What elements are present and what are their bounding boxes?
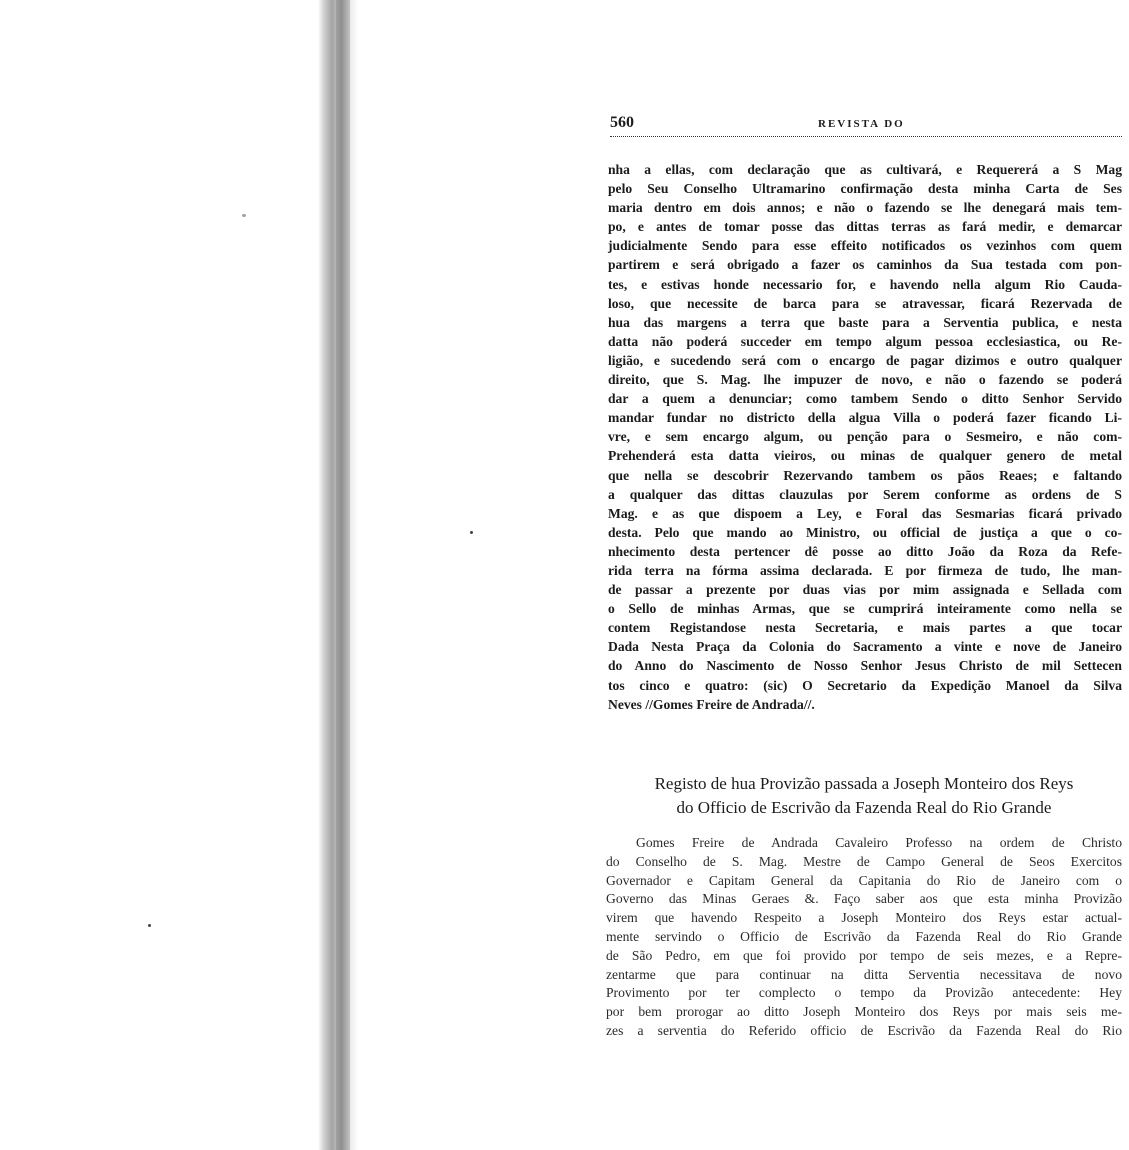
paragraph-continuation [608, 160, 1122, 714]
running-header [610, 112, 1122, 140]
heading-line: do Officio de Escrivão da Fazenda Real do Rio Grande [676, 798, 1052, 817]
text-line: ligião, e sucedendo será com o encargo de pagar dizimos e outro qualquer [608, 352, 1122, 368]
text-line: maria dentro em dois annos; e não o fazendo se lhe denegará mais tem- [608, 200, 1122, 216]
scan-speck [242, 214, 246, 217]
text-line: hua das margens a terra que baste para a Serventia publica, e nesta [608, 314, 1122, 330]
text-line: Neves //Gomes Freire de Andrada//. [608, 696, 815, 712]
text-line: Dada Nesta Praça da Colonia do Sacramento a vinte e nove de Janeiro [608, 639, 1122, 655]
text-line: nha a ellas, com declaração que as cultivará, e Requererá a S Mag [608, 162, 1122, 177]
text-line: de passar a prezente por duas vias por mim assignada e Sellada com [608, 582, 1122, 598]
text-line: do Anno do Nascimento de Nosso Senhor Jesus Christo de mil Settecen [608, 658, 1122, 674]
text-line: que nella se descobrir Rezervando tambem os pãos Reaes; e faltando [608, 467, 1122, 483]
text-line: do Conselho de S. Mag. Mestre de Campo General de Seos Exercitos [606, 853, 1122, 869]
text-line: zentarme que para continuar na ditta Serventia necessitava de novo [606, 966, 1122, 982]
text-line: Governador e Capitam General da Capitania do Rio de Janeiro com o [606, 872, 1122, 888]
text-line: virem que havendo Respeito a Joseph Monteiro dos Reys estar actual- [606, 910, 1122, 926]
text-line: Gomes Freire de Andrada Cavaleiro Professo na ordem de Christo [636, 835, 1122, 850]
text-line: Prehenderá esta datta vieiros, ou minas de qualquer genero de metal [608, 448, 1122, 464]
text-line: Mag. e as que dispoem a Ley, e Foral das Sesmarias ficará privado [608, 505, 1122, 521]
scan-speck [148, 924, 151, 927]
page-number: 560 [610, 114, 634, 131]
text-line: direito, que S. Mag. lhe impuzer de novo, e não o fazendo se poderá [608, 372, 1122, 388]
text-line: a qualquer das dittas clauzulas por Serem conforme as ordens de S [608, 486, 1122, 502]
text-line: desta. Pelo que mando ao Ministro, ou official de justiça a que o co- [608, 524, 1122, 540]
text-line: Provimento por ter complecto o tempo da Provizão antecedente: Hey [606, 985, 1122, 1001]
text-line: datta não poderá succeder em tempo algum pessoa ecclesiastica, ou Re- [608, 333, 1122, 349]
text-line: tes, e estivas honde necessario for, e havendo nella algum Rio Cauda- [608, 276, 1122, 292]
text-line: zes a serventia do Referido officio de Escrivão da Fazenda Real do Rio [606, 1022, 1122, 1038]
text-line: o Sello de minhas Armas, que se cumprirá inteiramente como nella se [608, 601, 1122, 617]
text-line: nhecimento desta pertencer dê posse ao ditto João da Roza da Refe- [608, 543, 1122, 559]
page-gutter-fold [336, 0, 350, 1150]
text-line: Governo das Minas Geraes &. Faço saber aos que esta minha Provizão [606, 891, 1122, 907]
section-heading [606, 772, 1122, 820]
text-line: contem Registandose nesta Secretaria, e mais partes a que tocar [608, 620, 1122, 636]
text-line: dar a quem a denunciar; como tambem Sendo o ditto Senhor Servido [608, 391, 1122, 407]
text-line: de São Pedro, em que foi provido por tempo de seis mezes, e a Repre- [606, 947, 1122, 963]
text-line: loso, que necessite de barca para se atravessar, ficará Rezervada de [608, 295, 1122, 311]
header-rule [610, 136, 1122, 137]
text-line: rida terra na fórma assima declarada. E por firmeza de tudo, lhe man- [608, 562, 1122, 578]
paragraph-provizao [606, 834, 1122, 1041]
text-line: vre, e sem encargo algum, ou penção para o Sesmeiro, e não com- [608, 429, 1122, 445]
heading-line: Registo de hua Provizão passada a Joseph Monteiro dos Reys [654, 774, 1074, 793]
text-line: po, e antes de tomar posse das dittas terras as fará medir, e demarcar [608, 219, 1122, 235]
text-line: pelo Seu Conselho Ultramarino confirmação desta minha Carta de Ses [608, 181, 1122, 197]
text-line: tos cinco e quatro: (sic) O Secretario da Expedição Manoel da Silva [608, 677, 1122, 693]
running-title: REVISTA DO [818, 118, 905, 130]
scan-speck [470, 531, 473, 534]
text-line: judicialmente Sendo para esse effeito notificados os vezinhos com quem [608, 238, 1122, 254]
text-line: mente servindo o Officio de Escrivão da Fazenda Real do Rio Grande [606, 928, 1122, 944]
text-line: mandar fundar no districto della algua Villa o poderá fazer ficando Li- [608, 410, 1122, 426]
text-line: por bem prorogar ao ditto Joseph Monteiro dos Reys por mais seis me- [606, 1004, 1122, 1020]
text-line: partirem e será obrigado a fazer os caminhos da Sua testada com pon- [608, 257, 1122, 273]
